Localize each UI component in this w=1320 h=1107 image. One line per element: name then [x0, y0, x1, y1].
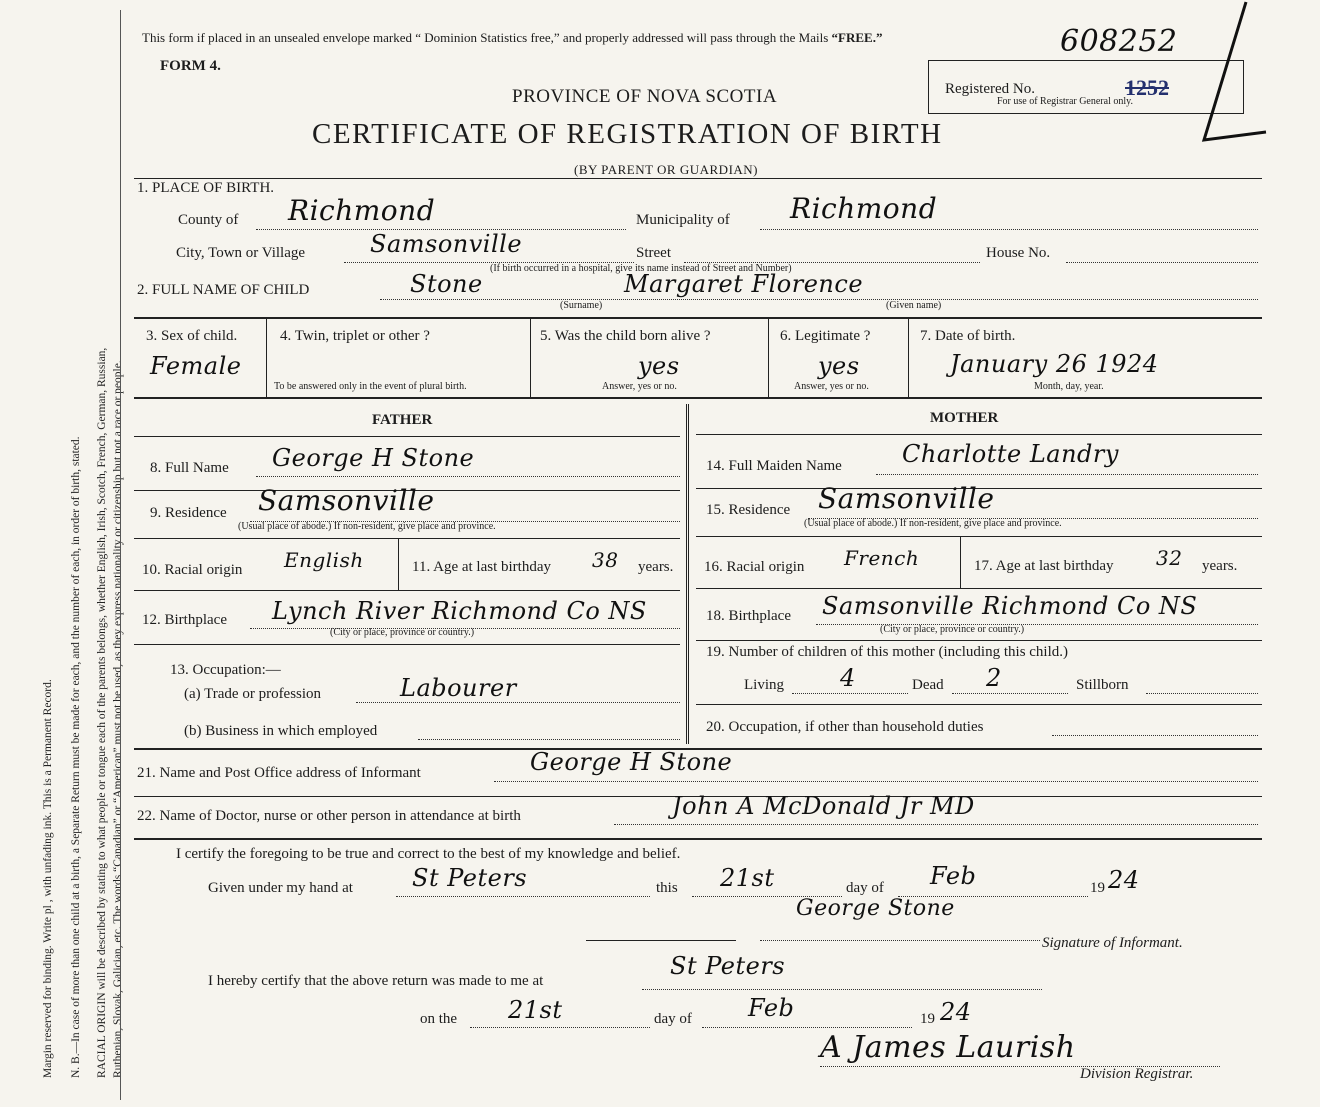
dead-value: 2 [986, 664, 1002, 692]
reg-year-prefix: 19 [920, 1011, 935, 1027]
on-the-label: on the [420, 1011, 458, 1027]
signature-short-rule [586, 940, 736, 941]
city-value: Samsonville [370, 230, 523, 258]
month-value: Feb [930, 862, 977, 890]
page-subtitle: (BY PARENT OR GUARDIAN) [574, 162, 759, 177]
municipality-value: Richmond [790, 192, 938, 225]
father-heading: FATHER [372, 412, 433, 428]
reg-day-of-label: day of [654, 1011, 692, 1027]
father-name-value: George H Stone [272, 444, 475, 472]
county-value: Richmond [288, 194, 436, 227]
father-trade-line [356, 702, 680, 703]
alive-label: 5. Was the child born alive ? [540, 328, 711, 344]
mother-birthplace-label: 18. Birthplace [706, 608, 791, 624]
dead-line [952, 693, 1068, 694]
mother-racial-value: French [844, 546, 920, 570]
alive-note: Answer, yes or no. [602, 381, 677, 392]
box-divider-3 [768, 317, 769, 397]
father-residence-note: (Usual place of abode.) If non-resident, give place and province. [238, 521, 496, 532]
father-racial-value: English [284, 548, 364, 572]
twin-label: 4. Twin, triplet or other ? [280, 328, 430, 344]
father-name-line [256, 476, 680, 477]
doctor-line [614, 824, 1258, 825]
sex-value: Female [150, 352, 242, 380]
doctor-value: John A McDonald Jr MD [672, 792, 975, 820]
row-box-bottom [134, 397, 1262, 399]
registrar-statement: I hereby certify that the above return was made to me at [208, 973, 544, 989]
reg-month-line [702, 1027, 912, 1028]
mother-heading: MOTHER [930, 410, 999, 426]
father-heading-rule [134, 436, 680, 437]
mother-name-label: 14. Full Maiden Name [706, 458, 842, 474]
mother-children-label: 19. Number of children of this mother (including this child.) [706, 644, 1069, 660]
mother-rule-5 [696, 704, 1262, 705]
day-value: 21st [720, 864, 775, 892]
registrar-place-line [642, 989, 1042, 990]
registrar-signature: A James Laurish [820, 1030, 1076, 1065]
father-rule-2 [134, 538, 680, 539]
stillborn-label: Stillborn [1076, 677, 1129, 693]
dob-note: Month, day, year. [1034, 381, 1104, 392]
city-label: City, Town or Village [176, 245, 306, 261]
municipality-line [760, 229, 1258, 230]
street-label: Street [636, 245, 671, 261]
child-name-line [380, 299, 1258, 300]
surname-caption: (Surname) [560, 300, 603, 311]
mother-residence-value: Samsonville [818, 482, 995, 515]
father-rule-4 [134, 644, 680, 645]
reg-month-value: Feb [748, 994, 795, 1022]
day-of-label: day of [846, 880, 884, 896]
mother-residence-note: (Usual place of abode.) If non-resident, give place and province. [804, 518, 1062, 529]
father-residence-value: Samsonville [258, 484, 435, 517]
mother-rule-3 [696, 588, 1262, 589]
page-title: CERTIFICATE OF REGISTRATION OF BIRTH [312, 118, 943, 150]
signature-label: Signature of Informant. [1042, 935, 1183, 951]
mother-heading-rule [696, 434, 1262, 435]
doctor-bottom-rule [134, 838, 1262, 840]
child-surname-value: Stone [410, 270, 483, 298]
mother-name-value: Charlotte Landry [902, 440, 1119, 468]
child-name-label: 2. FULL NAME OF CHILD [137, 282, 310, 298]
year-value: 24 [1108, 866, 1140, 894]
registered-value: 1252 [1125, 75, 1169, 100]
father-occupation-label: 13. Occupation:— [170, 662, 281, 678]
reg-year-value: 24 [940, 998, 972, 1026]
registered-label: Registered No. [945, 81, 1035, 97]
margin-note-racial-1: RACIAL ORIGIN will be described by stating to what people or tongue each of the parents belongs, whether English, Irish, Scotch, French, German, Russian, [96, 347, 108, 1078]
father-years: years. [638, 559, 674, 575]
reg-day-line [470, 1027, 650, 1028]
top-notice: This form if placed in an unsealed envelope marked “ Dominion Statistics free,” and properly addressed will pass through the Mails “FREE.” [142, 30, 883, 45]
mother-name-line [876, 474, 1258, 475]
father-birthplace-label: 12. Birthplace [142, 612, 227, 628]
house-number-label: House No. [986, 245, 1051, 261]
informant-signature: George Stone [796, 896, 955, 921]
mother-birthplace-value: Samsonville Richmond Co NS [822, 592, 1198, 620]
mother-age-value: 32 [1156, 546, 1183, 570]
twin-note: To be answered only in the event of plural birth. [274, 381, 467, 392]
municipality-label: Municipality of [636, 212, 730, 228]
informant-line [494, 781, 1258, 782]
reg-day-value: 21st [508, 996, 563, 1024]
hospital-note: (If birth occurred in a hospital, give its name instead of Street and Number) [490, 263, 792, 274]
father-name-label: 8. Full Name [150, 460, 229, 476]
mother-racial-label: 16. Racial origin [704, 559, 805, 575]
given-place-line [396, 896, 650, 897]
informant-label: 21. Name and Post Office address of Informant [137, 765, 421, 781]
year-prefix: 19 [1090, 880, 1105, 896]
signature-line [760, 940, 1040, 941]
county-label: County of [178, 212, 239, 228]
father-rule-3 [134, 590, 680, 591]
mother-rule-4 [696, 640, 1262, 641]
legitimate-label: 6. Legitimate ? [780, 328, 871, 344]
form-number: FORM 4. [160, 58, 221, 74]
living-line [792, 693, 908, 694]
mother-occupation-label: 20. Occupation, if other than household duties [706, 719, 984, 735]
mother-occupation-line [1052, 735, 1258, 736]
living-value: 4 [840, 664, 856, 692]
box-divider-1 [266, 317, 267, 397]
box-divider-4 [908, 317, 909, 397]
father-trade-value: Labourer [400, 674, 517, 702]
margin-note-nb: N. B.—In case of more than one child at a birth, a Separate Return must be made for each, and the number of each, in order of birth, stated. [70, 436, 82, 1078]
dob-label: 7. Date of birth. [920, 328, 1016, 344]
column-divider [686, 404, 689, 744]
registered-note: For use of Registrar General only. [997, 96, 1133, 107]
margin-border [120, 10, 121, 1100]
registered-box [928, 60, 1244, 114]
mother-age-label: 17. Age at last birthday [974, 558, 1114, 574]
margin-notes [12, 18, 124, 1088]
registrar-place-value: St Peters [670, 952, 786, 980]
certify-statement: I certify the foregoing to be true and correct to the best of my knowledge and belief. [176, 846, 681, 862]
father-business-label: (b) Business in which employed [184, 723, 378, 739]
father-age-divider [398, 538, 399, 590]
legitimate-note: Answer, yes or no. [794, 381, 869, 392]
child-given-value: Margaret Florence [624, 270, 864, 298]
given-caption: (Given name) [886, 300, 942, 311]
top-rule [134, 178, 1262, 180]
mother-rule-2 [696, 536, 1262, 537]
sex-label: 3. Sex of child. [146, 328, 238, 344]
informant-value: George H Stone [530, 748, 733, 776]
father-birthplace-value: Lynch River Richmond Co NS [272, 597, 647, 625]
house-line [1066, 262, 1258, 263]
province-heading: PROVINCE OF NOVA SCOTIA [512, 86, 778, 107]
registrar-label: Division Registrar. [1080, 1066, 1194, 1082]
father-age-value: 38 [592, 548, 619, 572]
handwritten-number: 608252 [1060, 24, 1178, 59]
mother-age-divider [960, 536, 961, 588]
given-label: Given under my hand at [208, 880, 353, 896]
alive-value: yes [638, 352, 680, 380]
dob-value: January 26 1924 [950, 350, 1159, 378]
stillborn-line [1146, 693, 1258, 694]
box-divider-2 [530, 317, 531, 397]
father-trade-label: (a) Trade or profession [184, 686, 322, 702]
row-box-top [134, 317, 1262, 319]
check-mark [1198, 0, 1268, 150]
margin-note-racial-2: Ruthenian, Slovak, Galician, etc. The words “Canadian” or “American” must not be used, as they express nationality or citizenship but not a race or people. [112, 360, 124, 1078]
this-label: this [656, 880, 678, 896]
dead-label: Dead [912, 677, 944, 693]
mother-years: years. [1202, 558, 1238, 574]
father-business-line [418, 739, 680, 740]
father-residence-label: 9. Residence [150, 505, 227, 521]
mother-birthplace-note: (City or place, province or country.) [880, 624, 1025, 635]
father-birthplace-note: (City or place, province or country.) [330, 627, 475, 638]
given-place-value: St Peters [412, 864, 528, 892]
father-racial-label: 10. Racial origin [142, 562, 243, 578]
margin-note-binding: Margin reserved for binding. Write pl , with unfading ink. This is a Permanent Record. [42, 679, 54, 1078]
legitimate-value: yes [818, 352, 860, 380]
place-of-birth-label: 1. PLACE OF BIRTH. [137, 180, 275, 196]
living-label: Living [744, 677, 784, 693]
father-age-label: 11. Age at last birthday [412, 559, 551, 575]
doctor-label: 22. Name of Doctor, nurse or other person in attendance at birth [137, 808, 521, 824]
mother-residence-label: 15. Residence [706, 502, 791, 518]
